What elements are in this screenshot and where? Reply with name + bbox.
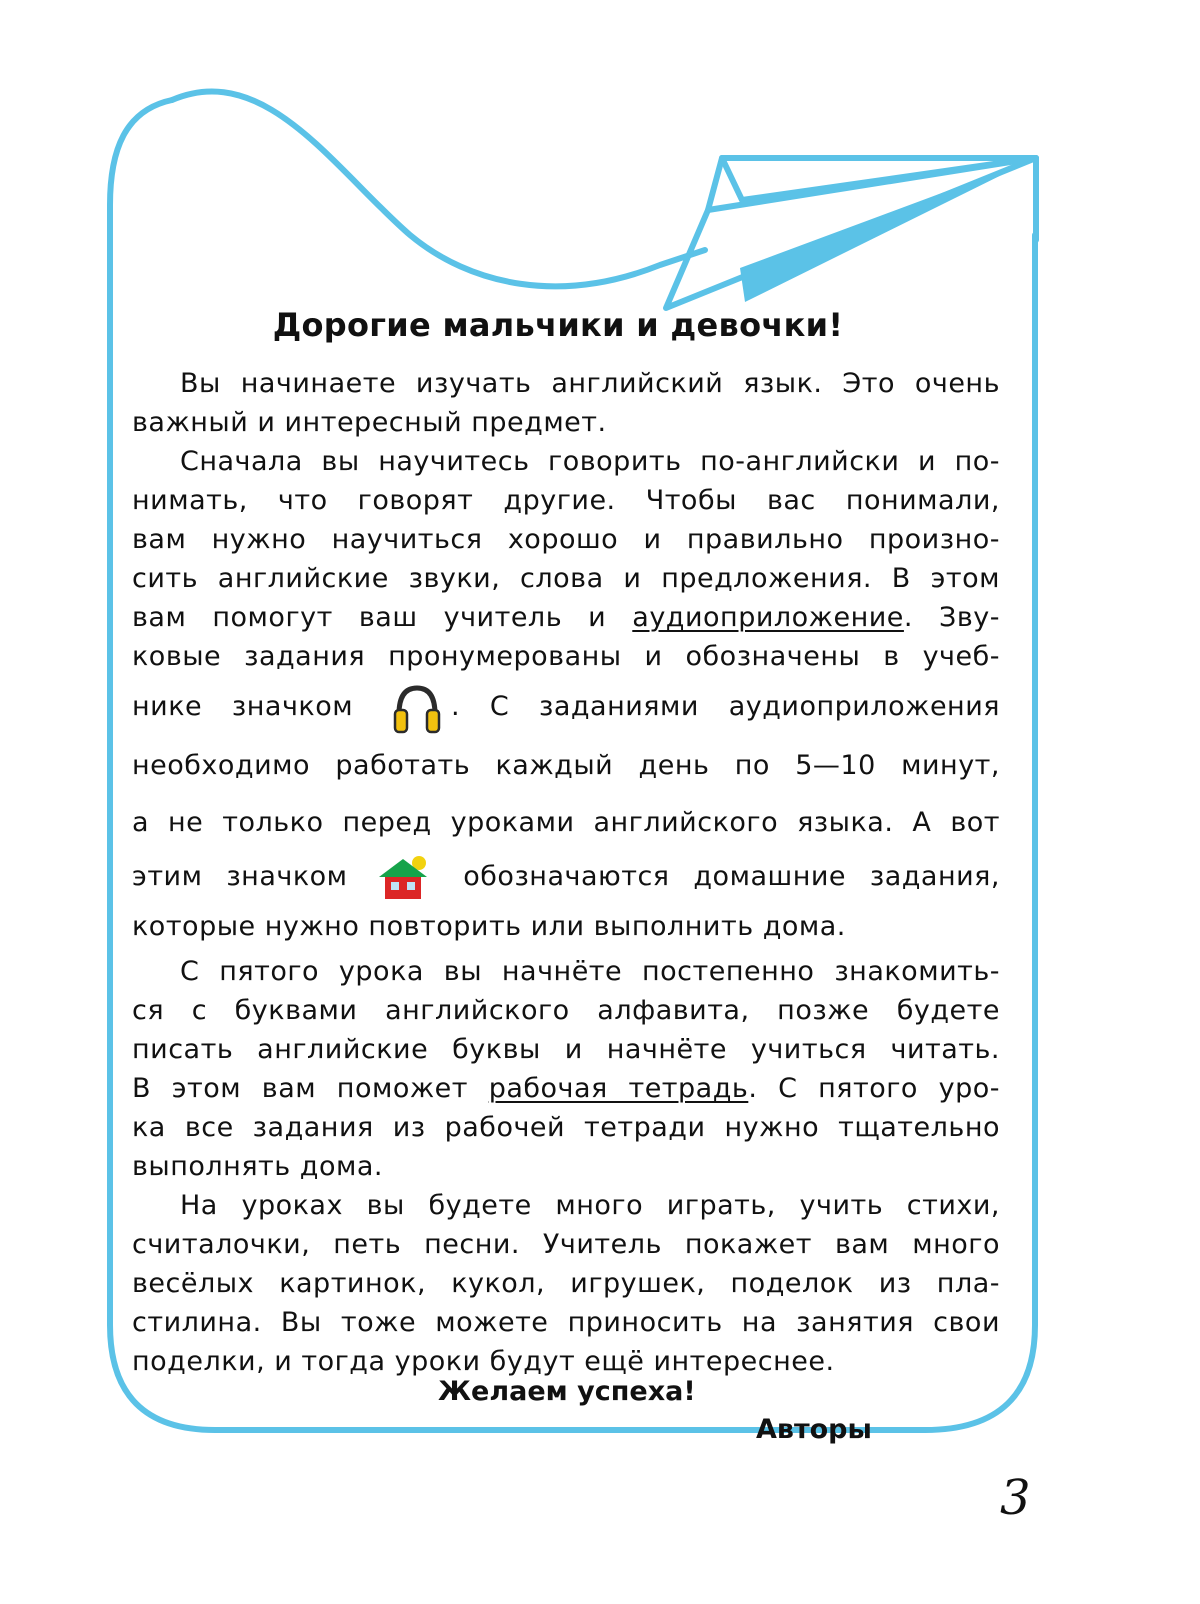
text-line: вам нужно научиться хорошо и правильно произно-: [132, 524, 1000, 555]
text-line: На уроках вы будете много играть, учить стихи,: [180, 1190, 1000, 1221]
paragraph-1: [132, 364, 1000, 442]
workbook-link: рабочая тетрадь: [488, 1073, 749, 1104]
text-line: [132, 676, 1000, 738]
closing-wish: Желаем успеха!: [438, 1376, 696, 1407]
text-line: стилина. Вы тоже можете приносить на занятия свои: [132, 1307, 1000, 1338]
letter-body: [132, 364, 1000, 1381]
text-segment: этим значком: [132, 861, 348, 892]
text-line: необходимо работать каждый день по 5—10 минут,: [132, 750, 1000, 781]
text-line: ка все задания из рабочей тетради нужно тщательно: [132, 1112, 1000, 1143]
text-line: ся с буквами английского алфавита, позже будете: [132, 995, 1000, 1026]
paragraph-4: [132, 1186, 1000, 1381]
paragraph-3: [132, 952, 1000, 1186]
text-line: весёлых картинок, кукол, игрушек, поделок из пла-: [132, 1268, 1000, 1299]
text-line: [132, 598, 1000, 637]
text-line: Сначала вы научитесь говорить по-английски и по-: [180, 446, 1000, 477]
text-segment: . С пятого уро-: [748, 1073, 1000, 1104]
page-number: 3: [1000, 1470, 1031, 1526]
text-line: С пятого урока вы начнёте постепенно знакомить-: [180, 956, 1000, 987]
text-line: [132, 852, 1000, 904]
signature-authors: Авторы: [756, 1414, 872, 1445]
text-line: [132, 1069, 1000, 1108]
text-segment: вам помогут ваш учитель и: [132, 602, 607, 633]
text-line: поделки, и тогда уроки будут ещё интереснее.: [132, 1346, 835, 1377]
text-segment: . Зву-: [903, 602, 1000, 633]
text-line: выполнять дома.: [132, 1151, 383, 1182]
headphones-icon: [389, 680, 445, 736]
text-line: писать английские буквы и начнёте учиться читать.: [132, 1034, 1000, 1065]
audio-app-link: аудиоприложение: [632, 602, 904, 633]
text-line: нимать, что говорят другие. Чтобы вас понимали,: [132, 485, 1000, 516]
text-line: сить английские звуки, слова и предложения. В этом: [132, 563, 1000, 594]
house-icon: [377, 853, 433, 903]
text-segment: обозначаются домашние задания,: [463, 861, 1000, 892]
page-title: Дорогие мальчики и девочки!: [272, 306, 844, 344]
text-line: Вы начинаете изучать английский язык. Это очень: [180, 368, 1000, 399]
text-line: которые нужно повторить или выполнить дома.: [132, 911, 846, 942]
text-segment: . С заданиями аудиоприложения: [450, 691, 1000, 722]
text-line: ковые задания пронумерованы и обозначены в учеб-: [132, 641, 1000, 672]
text-segment: В этом вам поможет: [132, 1073, 469, 1104]
text-line: считалочки, петь песни. Учитель покажет вам много: [132, 1229, 1000, 1260]
text-segment: нике значком: [132, 691, 354, 722]
text-line: важный и интересный предмет.: [132, 407, 607, 438]
paragraph-2: [132, 442, 1000, 952]
text-line: а не только перед уроками английского языка. А вот: [132, 807, 1000, 838]
